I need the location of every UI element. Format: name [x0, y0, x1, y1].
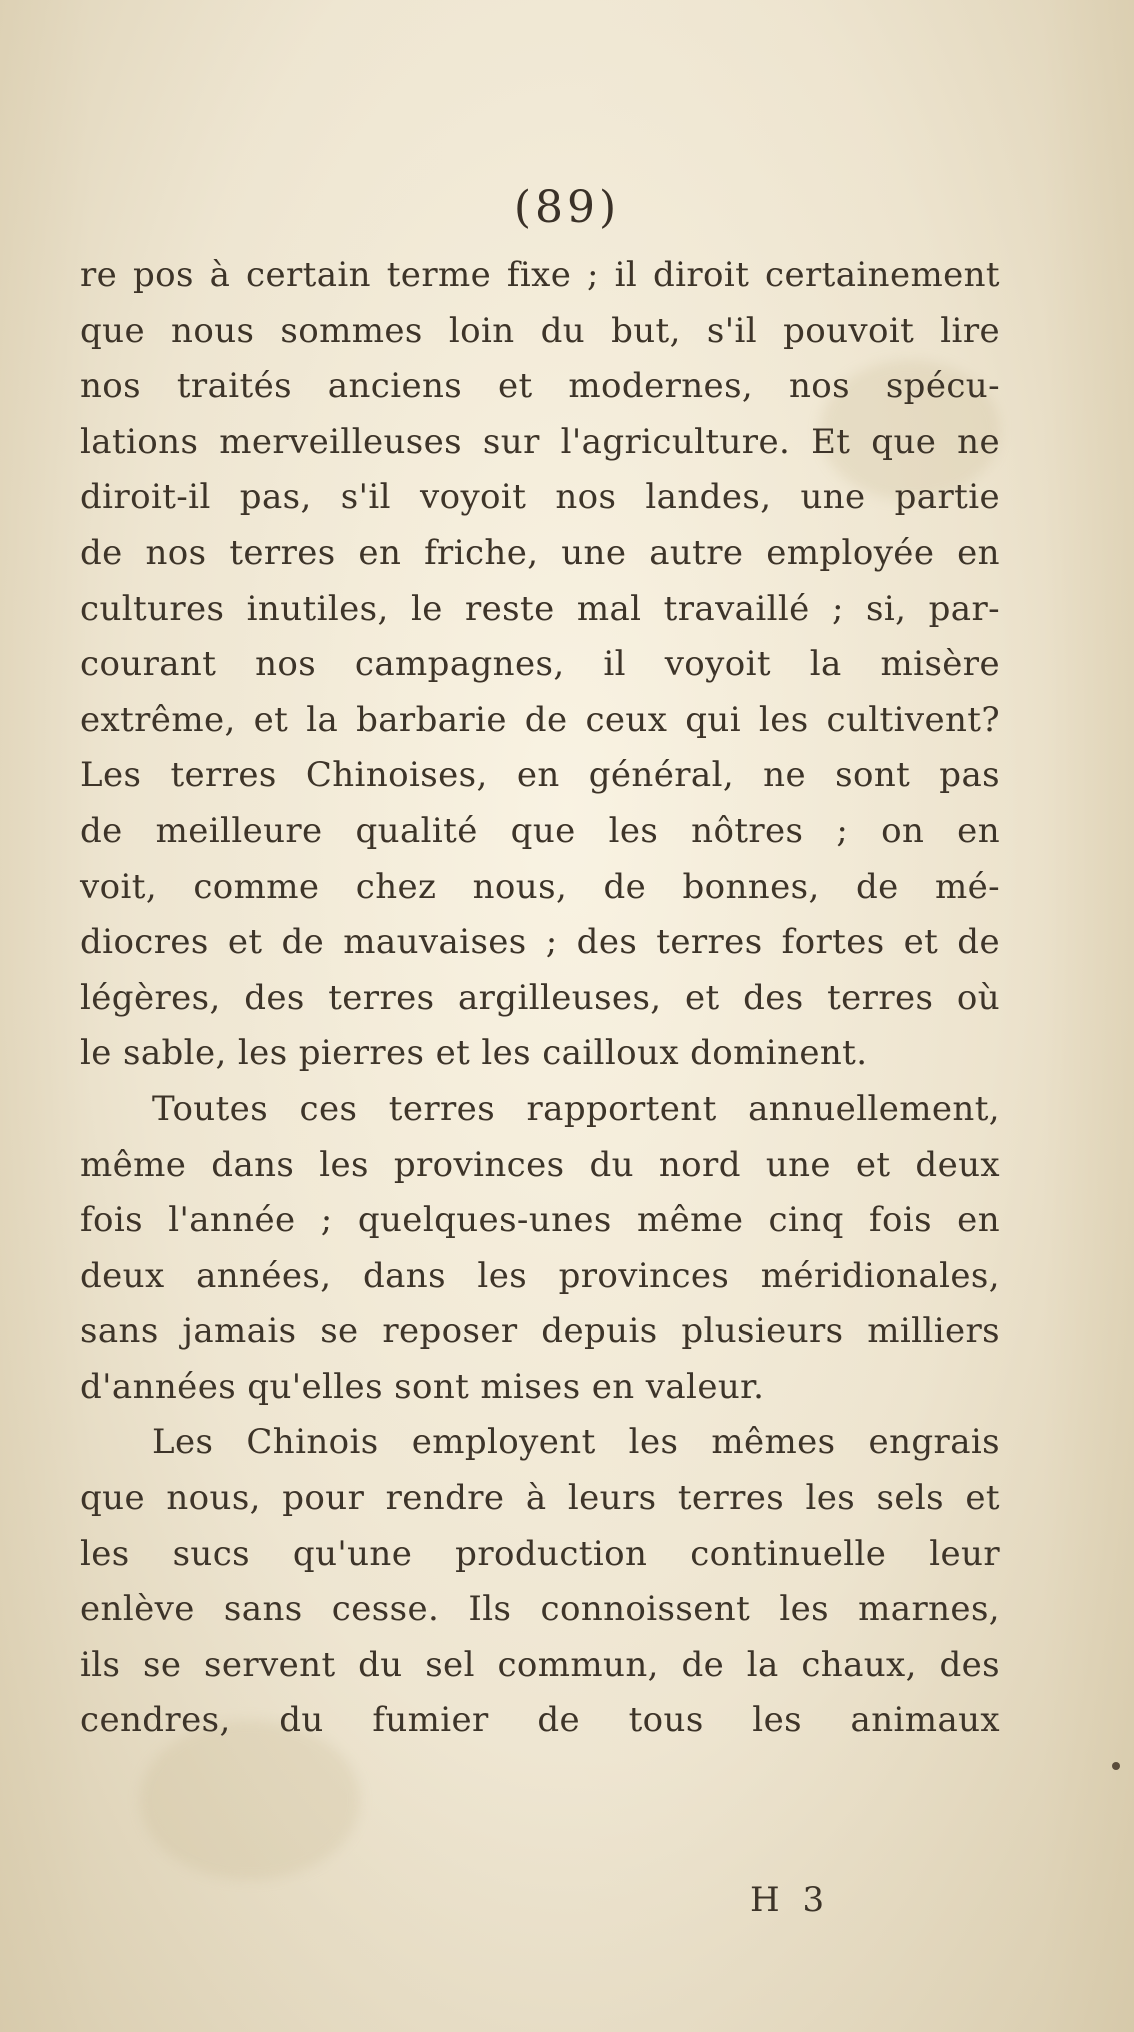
text-line: le sable, les pierres et les cailloux dominent. — [80, 1033, 868, 1074]
text-line: extrême, et la barbarie de ceux qui les cultivent? — [80, 699, 1000, 740]
text-line: de nos terres en friche, une autre employée en — [80, 532, 1000, 573]
text-line: Les terres Chinoises, en général, ne sont pas — [80, 755, 1000, 796]
signature-mark: H 3 — [750, 1880, 831, 1920]
text-line: re pos à certain terme fixe ; il diroit certainement — [80, 255, 1000, 295]
text-line: lations merveilleuses sur l'agriculture. Et que ne — [80, 421, 1000, 462]
text-line: courant nos campagnes, il voyoit la misère — [80, 644, 1000, 685]
text-line: sans jamais se reposer depuis plusieurs milliers — [80, 1311, 1000, 1352]
text-line: cendres, du fumier de tous les animaux — [80, 1700, 1000, 1741]
text-line: deux années, dans les provinces méridionales, — [80, 1255, 1000, 1296]
paragraph-start-line: Les Chinois employent les mêmes engrais — [152, 1422, 1000, 1463]
text-line: légères, des terres argilleuses, et des terres où — [80, 977, 1000, 1018]
text-line: ils se servent du sel commun, de la chaux, des — [80, 1644, 1000, 1685]
text-line: enlève sans cesse. Ils connoissent les marnes, — [80, 1589, 1000, 1630]
text-line: cultures inutiles, le reste mal travaillé ; si, par- — [80, 588, 1000, 629]
text-line: que nous sommes loin du but, s'il pouvoit lire — [80, 310, 1000, 351]
text-line: de meilleure qualité que les nôtres ; on en — [80, 810, 1000, 851]
page-number: (89) — [513, 182, 621, 233]
text-line: même dans les provinces du nord une et deux — [80, 1144, 1000, 1185]
ink-spot — [1112, 1762, 1120, 1770]
text-line: que nous, pour rendre à leurs terres les sels et — [80, 1478, 1000, 1519]
text-line: d'années qu'elles sont mises en valeur. — [80, 1366, 765, 1407]
text-line: diocres et de mauvaises ; des terres fortes et de — [80, 922, 1000, 963]
text-line: voit, comme chez nous, de bonnes, de mé- — [80, 866, 1000, 907]
body-text — [80, 248, 1000, 1749]
text-line: diroit-il pas, s'il voyoit nos landes, une partie — [80, 477, 1000, 518]
text-line: fois l'année ; quelques-unes même cinq fois en — [80, 1200, 1000, 1241]
text-line: les sucs qu'une production continuelle leur — [80, 1533, 1000, 1574]
text-line: nos traités anciens et modernes, nos spécu- — [80, 366, 1000, 407]
paragraph-start-line: Toutes ces terres rapportent annuellement, — [152, 1088, 1000, 1129]
